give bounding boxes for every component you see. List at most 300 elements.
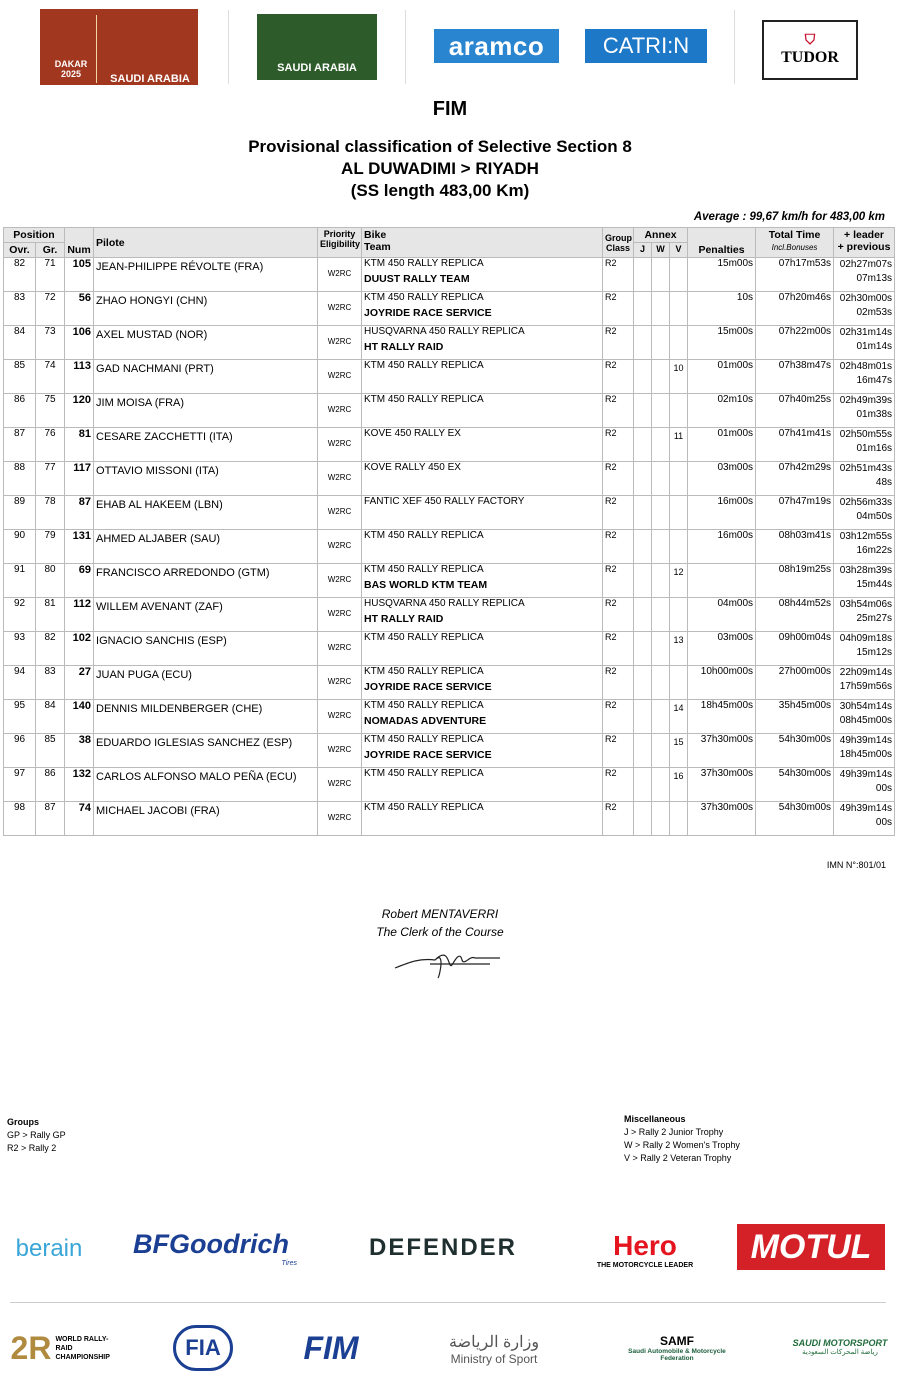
cell-num: 87 <box>65 496 94 530</box>
table-row <box>4 802 895 836</box>
bike-name: KTM 450 RALLY REPLICA <box>364 700 484 711</box>
cell-ovr: 85 <box>4 360 36 394</box>
cell-penalties: 15m00s <box>688 258 756 292</box>
defender-logo: DEFENDER <box>368 1234 517 1261</box>
cell-j <box>634 258 652 292</box>
cell-penalties: 10s <box>688 292 756 326</box>
w2rc-logo-sub: WORLD RALLY-RAID CHAMPIONSHIP <box>55 1335 110 1361</box>
gap-previous: 17h59m56s <box>839 681 893 692</box>
cell-total-time: 27h00m00s <box>756 666 834 700</box>
cell-penalties: 01m00s <box>688 428 756 462</box>
cell-pilote: CESARE ZACCHETTI (ITA) <box>94 428 318 462</box>
cell-ovr: 87 <box>4 428 36 462</box>
cell-gr: 87 <box>36 802 65 836</box>
cell-w <box>652 768 670 802</box>
cell-gr: 73 <box>36 326 65 360</box>
dakar-logo-country: SAUDI ARABIA <box>110 73 190 85</box>
misc-item: V > Rally 2 Veteran Trophy <box>624 1153 732 1163</box>
cell-group: R2 <box>603 428 634 462</box>
cell-j <box>634 428 652 462</box>
cell-penalties: 37h30m00s <box>688 802 756 836</box>
gap-leader: 03h28m39s <box>839 565 893 576</box>
dakar-logo-text: DAKAR <box>54 59 88 69</box>
fia-logo: FIA <box>173 1325 233 1371</box>
cell-gr: 76 <box>36 428 65 462</box>
cell-gr: 75 <box>36 394 65 428</box>
sponsors-row-2 <box>0 1315 900 1385</box>
team-name: JOYRIDE RACE SERVICE <box>364 681 492 693</box>
cell-eligibility <box>318 802 362 836</box>
cell-pilote: EHAB AL HAKEEM (LBN) <box>94 496 318 530</box>
cell-group: R2 <box>603 632 634 666</box>
gap-previous: 01m38s <box>856 409 893 420</box>
cell-v <box>670 598 688 632</box>
motul-logo: MOTUL <box>737 1224 885 1270</box>
gap-previous: 07m13s <box>856 273 893 284</box>
bike-name: KOVE 450 RALLY EX <box>364 428 461 439</box>
groups-item: GP > Rally GP <box>7 1130 66 1140</box>
cell-v: 15 <box>670 734 688 768</box>
eligibility-badge: W2RC <box>327 711 352 720</box>
col-priority-label: Priority <box>323 229 356 239</box>
eligibility-badge: W2RC <box>327 439 352 448</box>
team-name: NOMADAS ADVENTURE <box>364 715 487 727</box>
gap-previous: 02m53s <box>856 307 893 318</box>
cell-num: 105 <box>65 258 94 292</box>
gap-leader: 02h56m33s <box>839 497 893 508</box>
cell-total-time: 08h19m25s <box>756 564 834 598</box>
eligibility-badge: W2RC <box>327 473 352 482</box>
col-bike-label: Bike <box>364 229 387 241</box>
col-bike <box>362 228 603 258</box>
gap-previous: 18h45m00s <box>839 749 893 760</box>
gap-leader: 49h39m14s <box>839 769 893 780</box>
cell-leader-previous <box>834 326 895 360</box>
cell-group: R2 <box>603 802 634 836</box>
col-total-time-label: Total Time <box>768 229 821 241</box>
cell-ovr: 95 <box>4 700 36 734</box>
cell-w <box>652 292 670 326</box>
bike-name: KTM 450 RALLY REPLICA <box>364 632 484 643</box>
cell-total-time: 54h30m00s <box>756 768 834 802</box>
gap-previous: 01m16s <box>856 443 893 454</box>
cell-leader-previous <box>834 632 895 666</box>
cell-j <box>634 666 652 700</box>
w2rc-logo <box>10 1325 114 1371</box>
cell-bike-team <box>362 462 603 496</box>
cell-j <box>634 564 652 598</box>
col-previous-label: + previous <box>837 241 891 253</box>
cell-pilote: ZHAO HONGYI (CHN) <box>94 292 318 326</box>
cell-w <box>652 666 670 700</box>
cell-group: R2 <box>603 598 634 632</box>
cell-eligibility <box>318 428 362 462</box>
cell-bike-team <box>362 394 603 428</box>
cell-v: 10 <box>670 360 688 394</box>
cell-eligibility <box>318 496 362 530</box>
cell-ovr: 91 <box>4 564 36 598</box>
sponsor-divider <box>10 1302 886 1303</box>
col-annex: Annex <box>634 228 688 243</box>
cell-gr: 80 <box>36 564 65 598</box>
cell-eligibility <box>318 326 362 360</box>
cell-leader-previous <box>834 292 895 326</box>
gap-leader: 03h12m55s <box>839 531 893 542</box>
cell-group: R2 <box>603 734 634 768</box>
dakar-logo <box>40 9 198 85</box>
subtitle-line: AL DUWADIMI > RIYADH <box>341 159 539 178</box>
cell-bike-team <box>362 496 603 530</box>
cell-j <box>634 292 652 326</box>
eligibility-badge: W2RC <box>327 575 352 584</box>
cell-num: 56 <box>65 292 94 326</box>
bike-name: KTM 450 RALLY REPLICA <box>364 734 484 745</box>
cell-eligibility <box>318 700 362 734</box>
cell-v <box>670 496 688 530</box>
cell-num: 113 <box>65 360 94 394</box>
table-row <box>4 632 895 666</box>
cell-group: R2 <box>603 360 634 394</box>
cell-gr: 78 <box>36 496 65 530</box>
tudor-logo-text: TUDOR <box>781 49 839 66</box>
ministry-logo-ar: وزارة الرياضة <box>448 1334 540 1351</box>
cell-pilote: FRANCISCO ARREDONDO (GTM) <box>94 564 318 598</box>
cell-ovr: 92 <box>4 598 36 632</box>
table-row <box>4 258 895 292</box>
hero-logo-text: Hero <box>613 1229 677 1261</box>
cell-leader-previous <box>834 564 895 598</box>
cell-pilote: IGNACIO SANCHIS (ESP) <box>94 632 318 666</box>
cell-j <box>634 530 652 564</box>
table-row <box>4 462 895 496</box>
cell-group: R2 <box>603 292 634 326</box>
col-gr: Gr. <box>36 243 65 258</box>
bike-name: KTM 450 RALLY REPLICA <box>364 258 484 269</box>
col-eligibility-label: Eligibility <box>320 239 361 249</box>
cell-leader-previous <box>834 666 895 700</box>
cell-num: 112 <box>65 598 94 632</box>
cell-j <box>634 496 652 530</box>
cell-eligibility <box>318 598 362 632</box>
cell-group: R2 <box>603 666 634 700</box>
col-leader <box>834 228 895 258</box>
cell-gr: 71 <box>36 258 65 292</box>
cell-group: R2 <box>603 496 634 530</box>
cell-j <box>634 802 652 836</box>
classification-table <box>3 227 895 836</box>
gap-leader: 49h39m14s <box>839 735 893 746</box>
cell-ovr: 82 <box>4 258 36 292</box>
cell-bike-team <box>362 326 603 360</box>
cell-penalties: 37h30m00s <box>688 734 756 768</box>
team-name: HT RALLY RAID <box>364 613 444 625</box>
berain-logo: berain <box>15 1235 83 1262</box>
cell-w <box>652 496 670 530</box>
cell-bike-team <box>362 734 603 768</box>
gap-leader: 30h54m14s <box>839 701 893 712</box>
team-name: JOYRIDE RACE SERVICE <box>364 749 492 761</box>
cell-eligibility <box>318 394 362 428</box>
cell-w <box>652 530 670 564</box>
cell-leader-previous <box>834 428 895 462</box>
cell-pilote: DENNIS MILDENBERGER (CHE) <box>94 700 318 734</box>
tudor-logo <box>762 20 858 80</box>
cell-ovr: 86 <box>4 394 36 428</box>
cell-leader-previous <box>834 496 895 530</box>
cell-ovr: 88 <box>4 462 36 496</box>
cell-pilote: EDUARDO IGLESIAS SANCHEZ (ESP) <box>94 734 318 768</box>
table-row <box>4 394 895 428</box>
cell-j <box>634 734 652 768</box>
cell-w <box>652 564 670 598</box>
cell-total-time: 07h20m46s <box>756 292 834 326</box>
col-w: W <box>652 243 670 258</box>
handwritten-signature <box>390 940 510 980</box>
cell-v: 16 <box>670 768 688 802</box>
cell-gr: 82 <box>36 632 65 666</box>
team-name: BAS WORLD KTM TEAM <box>364 579 488 591</box>
cell-group: R2 <box>603 530 634 564</box>
saudi-motorsport-logo-text: SAUDI MOTORSPORT <box>792 1338 888 1348</box>
cell-bike-team <box>362 564 603 598</box>
cell-num: 106 <box>65 326 94 360</box>
table-row <box>4 734 895 768</box>
col-priority <box>318 228 362 258</box>
eligibility-badge: W2RC <box>327 813 352 822</box>
eligibility-badge: W2RC <box>327 405 352 414</box>
imn-number: IMN N°:801/01 <box>826 860 886 870</box>
cell-pilote: OTTAVIO MISSONI (ITA) <box>94 462 318 496</box>
eligibility-badge: W2RC <box>327 269 352 278</box>
cell-group: R2 <box>603 700 634 734</box>
cell-v <box>670 666 688 700</box>
cell-leader-previous <box>834 530 895 564</box>
cell-total-time: 54h30m00s <box>756 802 834 836</box>
bike-name: KTM 450 RALLY REPLICA <box>364 292 484 303</box>
cell-gr: 74 <box>36 360 65 394</box>
signature-name: Robert MENTAVERRI <box>381 907 499 921</box>
gap-leader: 02h31m14s <box>839 327 893 338</box>
col-penalties: Penalties <box>688 228 756 258</box>
samf-logo-sub: Saudi Automobile & Motorcycle Federation <box>628 1348 726 1362</box>
cell-gr: 72 <box>36 292 65 326</box>
bfgoodrich-logo-text: BFGoodrich <box>133 1229 289 1259</box>
cell-v: 13 <box>670 632 688 666</box>
col-total-time <box>756 228 834 258</box>
cell-penalties: 03m00s <box>688 462 756 496</box>
gap-leader: 49h39m14s <box>839 803 893 814</box>
cell-pilote: JIM MOISA (FRA) <box>94 394 318 428</box>
cell-gr: 77 <box>36 462 65 496</box>
gap-leader: 04h09m18s <box>839 633 893 644</box>
cell-penalties: 18h45m00s <box>688 700 756 734</box>
cell-total-time: 07h41m41s <box>756 428 834 462</box>
cell-j <box>634 768 652 802</box>
aramco-logo: aramco <box>434 29 559 63</box>
cell-total-time: 09h00m04s <box>756 632 834 666</box>
cell-w <box>652 734 670 768</box>
cell-v <box>670 292 688 326</box>
col-j: J <box>634 243 652 258</box>
cell-penalties: 37h30m00s <box>688 768 756 802</box>
gap-previous: 48s <box>875 477 893 488</box>
cell-w <box>652 802 670 836</box>
gap-leader: 02h48m01s <box>839 361 893 372</box>
saudi-motorsport-logo <box>792 1317 888 1377</box>
cell-pilote: AHMED ALJABER (SAU) <box>94 530 318 564</box>
cell-bike-team <box>362 802 603 836</box>
bike-name: KTM 450 RALLY REPLICA <box>364 666 484 677</box>
cell-total-time: 07h40m25s <box>756 394 834 428</box>
tudor-shield-icon: ⛉ <box>804 33 816 48</box>
cell-penalties: 04m00s <box>688 598 756 632</box>
table-row <box>4 428 895 462</box>
hero-logo <box>592 1220 698 1278</box>
cell-bike-team <box>362 258 603 292</box>
cell-total-time: 08h44m52s <box>756 598 834 632</box>
cell-w <box>652 462 670 496</box>
cell-pilote: CARLOS ALFONSO MALO PEÑA (ECU) <box>94 768 318 802</box>
cell-ovr: 98 <box>4 802 36 836</box>
cell-group: R2 <box>603 768 634 802</box>
cell-v <box>670 802 688 836</box>
cell-group: R2 <box>603 258 634 292</box>
cell-leader-previous <box>834 462 895 496</box>
cell-eligibility <box>318 292 362 326</box>
col-group-label: Group <box>605 232 633 243</box>
gap-leader: 02h49m39s <box>839 395 893 406</box>
cell-eligibility <box>318 258 362 292</box>
bike-name: FANTIC XEF 450 RALLY FACTORY <box>364 496 525 507</box>
misc-title: Miscellaneous <box>624 1114 686 1124</box>
cell-total-time: 07h47m19s <box>756 496 834 530</box>
cell-pilote: GAD NACHMANI (PRT) <box>94 360 318 394</box>
cell-num: 74 <box>65 802 94 836</box>
eligibility-badge: W2RC <box>327 541 352 550</box>
cell-group: R2 <box>603 326 634 360</box>
cell-j <box>634 700 652 734</box>
gap-leader: 02h50m55s <box>839 429 893 440</box>
gap-leader: 22h09m14s <box>839 667 893 678</box>
cell-v <box>670 258 688 292</box>
bike-name: KTM 450 RALLY REPLICA <box>364 564 484 575</box>
col-team-label: Team <box>364 241 391 253</box>
cell-num: 132 <box>65 768 94 802</box>
catrion-logo: CATRI:N <box>585 29 707 63</box>
cell-penalties <box>688 564 756 598</box>
cell-w <box>652 326 670 360</box>
table-row <box>4 564 895 598</box>
eligibility-badge: W2RC <box>327 507 352 516</box>
cell-leader-previous <box>834 258 895 292</box>
col-position: Position <box>4 228 65 243</box>
cell-leader-previous <box>834 360 895 394</box>
cell-eligibility <box>318 734 362 768</box>
cell-w <box>652 258 670 292</box>
table-row <box>4 496 895 530</box>
cell-group: R2 <box>603 564 634 598</box>
cell-w <box>652 428 670 462</box>
cell-v: 12 <box>670 564 688 598</box>
misc-legend <box>624 1113 740 1165</box>
cell-bike-team <box>362 598 603 632</box>
cell-w <box>652 360 670 394</box>
header-logos <box>0 8 900 88</box>
team-name: HT RALLY RAID <box>364 341 444 353</box>
cell-ovr: 89 <box>4 496 36 530</box>
cell-ovr: 96 <box>4 734 36 768</box>
team-name: DUUST RALLY TEAM <box>364 273 470 285</box>
table-row <box>4 530 895 564</box>
groups-legend <box>7 1116 66 1155</box>
ministry-of-sport-logo <box>424 1321 564 1377</box>
col-incl-bonuses-label: Incl.Bonuses <box>771 243 818 252</box>
eligibility-badge: W2RC <box>327 745 352 754</box>
gap-previous: 15m44s <box>856 579 893 590</box>
cell-leader-previous <box>834 734 895 768</box>
cell-num: 81 <box>65 428 94 462</box>
cell-num: 69 <box>65 564 94 598</box>
subtitle-line: (SS length 483,00 Km) <box>350 181 530 200</box>
cell-bike-team <box>362 292 603 326</box>
cell-w <box>652 700 670 734</box>
cell-gr: 83 <box>36 666 65 700</box>
bfgoodrich-logo <box>125 1228 297 1268</box>
cell-penalties: 16m00s <box>688 530 756 564</box>
cell-pilote: JEAN-PHILIPPE RÉVOLTE (FRA) <box>94 258 318 292</box>
cell-v <box>670 530 688 564</box>
gap-previous: 04m50s <box>856 511 893 522</box>
w2rc-logo-text: 2R <box>10 1329 52 1366</box>
cell-j <box>634 360 652 394</box>
cell-v: 14 <box>670 700 688 734</box>
col-group <box>603 228 634 258</box>
cell-j <box>634 462 652 496</box>
eligibility-badge: W2RC <box>327 643 352 652</box>
gap-previous: 08h45m00s <box>839 715 893 726</box>
table-row <box>4 292 895 326</box>
cell-num: 117 <box>65 462 94 496</box>
cell-total-time: 07h42m29s <box>756 462 834 496</box>
gap-leader: 03h54m06s <box>839 599 893 610</box>
team-name: JOYRIDE RACE SERVICE <box>364 307 492 319</box>
ministry-logo-text: Ministry of Sport <box>450 1352 538 1366</box>
col-v: V <box>670 243 688 258</box>
cell-bike-team <box>362 428 603 462</box>
hero-logo-sub: THE MOTORCYCLE LEADER <box>596 1261 694 1269</box>
gap-previous: 01m14s <box>856 341 893 352</box>
gap-leader: 02h51m43s <box>839 463 893 474</box>
cell-w <box>652 632 670 666</box>
cell-num: 140 <box>65 700 94 734</box>
cell-ovr: 84 <box>4 326 36 360</box>
cell-ovr: 90 <box>4 530 36 564</box>
cell-leader-previous <box>834 802 895 836</box>
eligibility-badge: W2RC <box>327 371 352 380</box>
cell-eligibility <box>318 768 362 802</box>
cell-eligibility <box>318 530 362 564</box>
cell-eligibility <box>318 564 362 598</box>
bike-name: KTM 450 RALLY REPLICA <box>364 530 484 541</box>
subtitle-line: Provisional classification of Selective Section 8 <box>248 137 632 156</box>
cell-bike-team <box>362 700 603 734</box>
cell-pilote: WILLEM AVENANT (ZAF) <box>94 598 318 632</box>
cell-pilote: MICHAEL JACOBI (FRA) <box>94 802 318 836</box>
signature-block <box>340 905 540 941</box>
table-row <box>4 768 895 802</box>
misc-item: W > Rally 2 Women's Trophy <box>624 1140 740 1150</box>
cell-penalties: 01m00s <box>688 360 756 394</box>
